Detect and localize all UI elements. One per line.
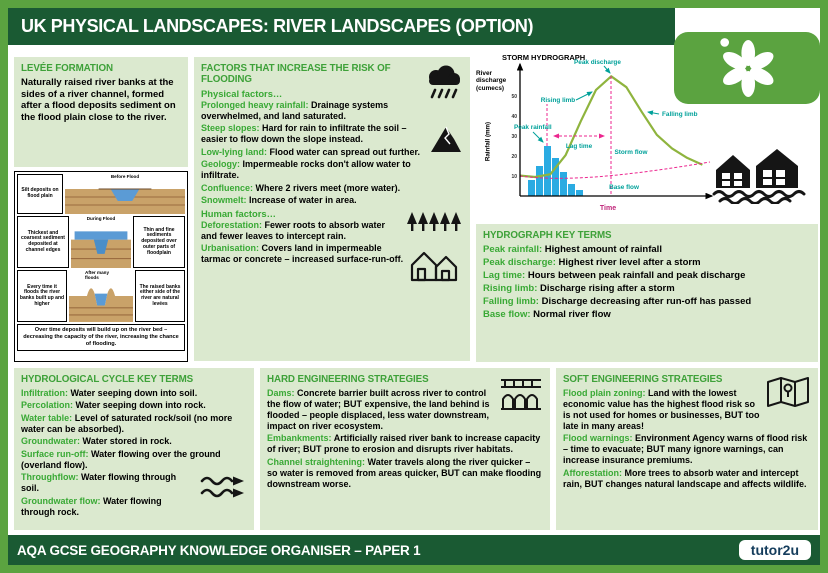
urban-houses-icon xyxy=(409,244,463,289)
physical-factors-subhead: Physical factors… xyxy=(201,88,283,99)
definition-line: Dams: Concrete barrier built across river to control the flow of water; BUT expensive, the land behind is flooded – people displaced, less water downstream, impact on river ecosystem. xyxy=(267,388,490,431)
soft-engineering-panel xyxy=(556,368,818,530)
svg-text:20: 20 xyxy=(511,154,517,160)
flood-houses-icon xyxy=(710,146,810,209)
annotation-falling-limb: Falling limb xyxy=(662,111,698,118)
panel-title: HYDROLOGICAL CYCLE KEY TERMS xyxy=(21,374,194,385)
rainfall-axis-label: Rainfall (mm) xyxy=(484,121,492,162)
peak-discharge-arrow xyxy=(604,66,610,73)
page-title: UK PHYSICAL LANDSCAPES: RIVER LANDSCAPES (OPTION) xyxy=(21,16,534,36)
x-axis-label: Time xyxy=(599,205,617,212)
definition-line: Prolonged heavy rainfall: Drainage systems overwhelmed, and land saturated. xyxy=(201,100,389,121)
definition-line: Infiltration: Water seeping down into soil. xyxy=(21,388,198,398)
diagram-label: Thin and fine sediments deposited over outer parts of floodplain xyxy=(133,216,185,268)
y-axis-ticks xyxy=(511,94,517,180)
diagram-label: Every time it floods the river banks built up and higher xyxy=(17,270,67,322)
levee-diagram xyxy=(14,171,188,362)
definition-line: Percolation: Water seeping down into rock. xyxy=(21,400,206,411)
diagram-note: Over time deposits will build up on the river bed – decreasing the capacity of the river, increasing the chance of flooding. xyxy=(17,324,185,351)
definition-line: Afforestation: More trees to absorb water and intercept rain, BUT changes natural landscape and affects wildlife. xyxy=(563,467,807,489)
diagram-caption: During Flood xyxy=(86,216,116,221)
trees-icon xyxy=(405,209,463,238)
annotation-peak-discharge: Peak discharge xyxy=(574,59,621,66)
peak-rainfall-arrow xyxy=(533,132,543,142)
hard-engineering-panel xyxy=(260,368,550,530)
falling-limb-arrow xyxy=(648,112,659,114)
definition-line: Confluence: Where 2 rivers meet (more water). xyxy=(201,182,401,193)
page-header xyxy=(8,8,675,45)
diagram-row-during-flood xyxy=(17,216,185,268)
page-footer xyxy=(8,535,820,565)
dam-icon xyxy=(499,375,543,420)
annotation-peak-rainfall: Peak rainfall xyxy=(514,124,552,131)
definition-line: Peak rainfall: Highest amount of rainfall xyxy=(483,244,662,255)
definition-line: Low-lying land: Flood water can spread out further. xyxy=(201,146,421,157)
definition-line: Embankments: Artificially raised river bank to increase capacity of river; BUT prone to erosion and disrupts river habitats. xyxy=(267,433,541,455)
definition-line: Flood plain zoning: Land with the lowest economic value has the highest flood risk so is not used for homes or businesses, BUT too late in many areas! xyxy=(563,388,760,431)
definition-line: Deforestation: Fewer roots to absorb water and fewer leaves to intercept rain. xyxy=(201,219,386,241)
definition-line: Rising limb: Discharge rising after a storm xyxy=(483,283,675,295)
hydrological-cycle-panel xyxy=(14,368,254,530)
flood-factors-panel xyxy=(194,57,470,361)
rain-cloud-icon xyxy=(423,64,463,107)
diagram-row-after-floods xyxy=(17,270,185,322)
cross-section-after-floods xyxy=(69,270,133,322)
panel-title: HARD ENGINEERING STRATEGIES xyxy=(267,374,429,385)
definition-line: Throughflow: Water flowing through soil. xyxy=(21,472,177,494)
panel-title: FACTORS THAT INCREASE THE RISK OF FLOODING xyxy=(201,63,391,85)
svg-text:50: 50 xyxy=(511,94,517,100)
footer-text: AQA GCSE GEOGRAPHY KNOWLEDGE ORGANISER – PAPER 1 xyxy=(17,542,421,558)
chart-title: STORM HYDROGRAPH xyxy=(502,53,586,62)
svg-text:40: 40 xyxy=(511,114,517,120)
annotation-storm-flow: Storm flow xyxy=(614,149,648,156)
panel-title: SOFT ENGINEERING STRATEGIES xyxy=(563,374,723,385)
diagram-row-before-flood xyxy=(17,174,185,214)
diagram-label: Thickest and coarsest sediment deposited at channel edges xyxy=(17,216,69,268)
diagram-label: Silt deposits on flood plain xyxy=(17,174,63,214)
definition-line: Snowmelt: Increase of water in area. xyxy=(201,195,357,206)
definition-line: Surface run-off: Water flowing over the ground (overland flow). xyxy=(21,448,221,470)
definition-line: Lag time: Hours between peak rainfall and peak discharge xyxy=(483,270,746,282)
panel-title: LEVÉE FORMATION xyxy=(21,63,113,74)
definition-line: Peak discharge: Highest river level after a storm xyxy=(483,257,701,269)
definition-line: Steep slopes: Hard for rain to infiltrate the soil – easier to flow down the slope instead. xyxy=(201,123,407,145)
annotation-lag-time: Lag time xyxy=(565,143,593,150)
definition-line: Flood warnings: Environment Agency warns of flood risk – time to evacuate; BUT many ignore warnings, can increase insurance premiums. xyxy=(563,433,808,466)
svg-text:30: 30 xyxy=(511,134,517,140)
definition-line: Geology: Impermeable rocks don't allow water to infiltrate. xyxy=(201,159,411,181)
definition-line: Groundwater flow: Water flowing through rock. xyxy=(21,495,162,517)
mountain-icon xyxy=(429,124,463,159)
panel-title: HYDROGRAPH KEY TERMS xyxy=(483,230,612,241)
definition-line: Groundwater: Water stored in rock. xyxy=(21,436,172,447)
annotation-rising-limb: Rising limb xyxy=(540,97,576,104)
rising-limb-arrow xyxy=(576,92,592,100)
diagram-label: The raised banks either side of the river are natural levées xyxy=(135,270,185,322)
definition-line: Base flow: Normal river flow xyxy=(483,309,611,321)
discharge-axis-label: River discharge (cumecs) xyxy=(476,70,507,92)
hydrograph-key-terms-panel xyxy=(476,224,818,362)
cross-section-before-flood xyxy=(65,174,185,214)
diagram-caption: Before Flood xyxy=(110,174,140,179)
geography-logo-box xyxy=(674,32,820,104)
cross-section-during-flood xyxy=(71,216,131,268)
rainfall-bars xyxy=(528,146,583,196)
levee-formation-panel xyxy=(14,57,188,167)
map-icon xyxy=(765,375,811,414)
definition-line: Falling limb: Discharge decreasing after run-off has passed xyxy=(483,296,752,308)
flower-logo-icon xyxy=(716,35,778,102)
svg-text:10: 10 xyxy=(511,174,517,180)
tutor2u-logo: tutor2u xyxy=(739,540,811,560)
definition-line: Channel straightening: Water travels along the river quicker – so water is removed from areas quicker, BUT can make flooding downstream worse. xyxy=(267,456,542,489)
wavy-arrows-icon xyxy=(199,473,247,506)
annotation-base-flow: Base flow xyxy=(609,184,639,191)
levee-body-text: Naturally raised river banks at the sides of a river channel, formed after a flood deposits sediment on the flood plain close to the river. xyxy=(21,77,176,123)
diagram-caption: After many floods xyxy=(85,270,109,280)
definition-line: Urbanisation: Covers land in impermeable tarmac or concrete – increased surface-run-off. xyxy=(201,243,404,265)
human-factors-subhead: Human factors… xyxy=(201,207,277,219)
definition-line: Water table: Level of saturated rock/soil (no more water can be absorbed). xyxy=(21,412,233,434)
